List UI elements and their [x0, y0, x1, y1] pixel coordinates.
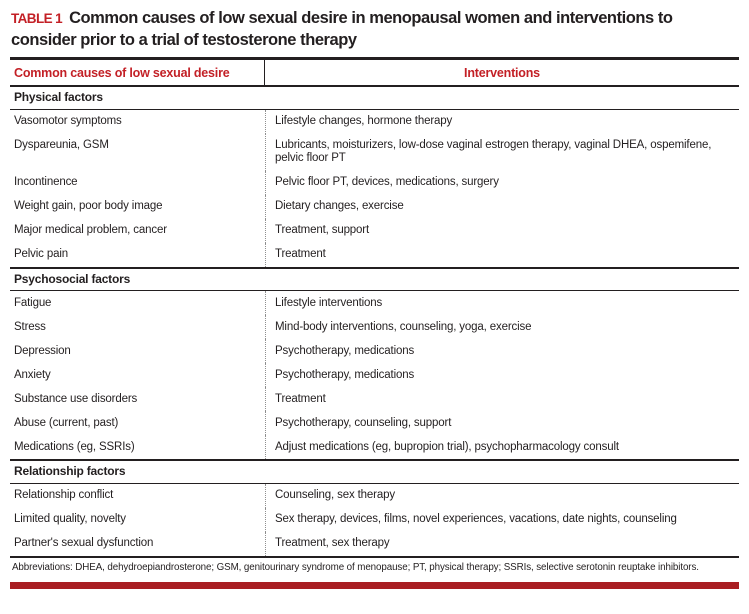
section-title: Psychosocial factors [14, 271, 131, 286]
table-body [10, 87, 739, 556]
table-row [10, 532, 739, 556]
cause-cell: Weight gain, poor body image [14, 200, 163, 212]
intervention-cell: Psychotherapy, counseling, support [265, 411, 739, 435]
table-title: Common causes of low sexual desire in menopausal women and interventions to consider prior to a trial of testosterone therapy [11, 9, 673, 49]
cause-cell: Major medical problem, cancer [14, 224, 167, 236]
cause-cell: Incontinence [14, 176, 78, 188]
table-header-row [10, 57, 739, 87]
intervention-cell: Treatment [265, 387, 739, 411]
table-row [10, 387, 739, 411]
intervention-cell: Counseling, sex therapy [265, 484, 739, 508]
section-header-row [10, 459, 739, 484]
cause-cell: Substance use disorders [14, 392, 138, 405]
cause-cell: Limited quality, novelty [14, 513, 126, 525]
table-row [10, 363, 739, 387]
cause-cell: Fatigue [14, 296, 52, 309]
cause-cell: Vasomotor symptoms [14, 115, 122, 127]
intervention-cell: Adjust medications (eg, bupropion trial), psychopharmacology consult [265, 435, 739, 459]
table-title-block [11, 8, 738, 50]
section-header-row [10, 267, 739, 292]
section-header-row [10, 87, 739, 110]
bottom-red-bar [10, 582, 739, 589]
table-row [10, 484, 739, 508]
column-header-interventions: Interventions [464, 65, 540, 80]
cause-cell: Abuse (current, past) [14, 416, 119, 429]
table-row [10, 195, 739, 219]
table-row [10, 435, 739, 459]
table-row [10, 171, 739, 195]
table [10, 57, 739, 589]
cause-cell: Partner's sexual dysfunction [14, 537, 154, 549]
intervention-cell: Treatment [265, 243, 739, 267]
intervention-cell: Lubricants, moisturizers, low-dose vaginal estrogen therapy, vaginal DHEA, ospemifene, pelvic floor PT [265, 134, 739, 171]
table-row [10, 339, 739, 363]
cause-cell: Depression [14, 344, 71, 357]
intervention-cell: Psychotherapy, medications [265, 339, 739, 363]
intervention-cell: Pelvic floor PT, devices, medications, surgery [265, 171, 739, 195]
table-row [10, 315, 739, 339]
cause-cell: Stress [14, 320, 46, 333]
column-header-causes: Common causes of low sexual desire [10, 60, 265, 85]
table-row [10, 291, 739, 315]
table-row [10, 134, 739, 171]
cause-cell: Medications (eg, SSRIs) [14, 440, 135, 453]
section-title: Relationship factors [14, 464, 126, 478]
intervention-cell: Mind-body interventions, counseling, yoga, exercise [265, 315, 739, 339]
intervention-cell: Lifestyle changes, hormone therapy [265, 110, 739, 134]
cause-cell: Pelvic pain [14, 248, 68, 260]
intervention-cell: Dietary changes, exercise [265, 195, 739, 219]
intervention-cell: Treatment, support [265, 219, 739, 243]
table-row [10, 110, 739, 134]
cause-cell: Anxiety [14, 368, 51, 381]
section-title: Physical factors [14, 90, 103, 104]
intervention-cell: Sex therapy, devices, films, novel experiences, vacations, date nights, counseling [265, 508, 739, 532]
intervention-cell: Psychotherapy, medications [265, 363, 739, 387]
table-row [10, 219, 739, 243]
table-row [10, 411, 739, 435]
table-label: TABLE 1 [11, 11, 63, 26]
cause-cell: Relationship conflict [14, 489, 114, 501]
table-row [10, 243, 739, 267]
intervention-cell: Lifestyle interventions [265, 291, 739, 315]
cause-cell: Dyspareunia, GSM [14, 139, 109, 151]
table-row [10, 508, 739, 532]
table-footnote: Abbreviations: DHEA, dehydroepiandrosterone; GSM, genitourinary syndrome of menopause; PT, physical therapy; SSRIs, selective serotonin reuptake inhibitors. [10, 556, 739, 580]
intervention-cell: Treatment, sex therapy [265, 532, 739, 556]
